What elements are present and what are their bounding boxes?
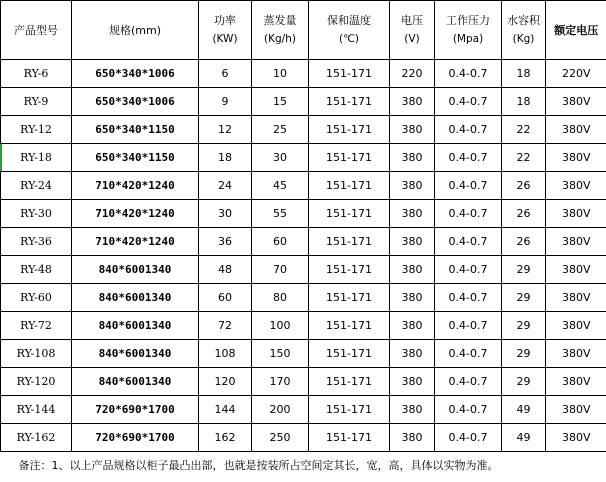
- cell-water-volume: 29: [502, 368, 546, 396]
- cell-rated-voltage: 380V: [546, 396, 606, 424]
- header-voltage: 电压 (V): [390, 1, 435, 60]
- header-water-volume: 水容积 (Kg): [502, 1, 546, 60]
- table-row: [1, 256, 606, 284]
- cell-evaporation: 170: [252, 368, 309, 396]
- cell-rated-voltage: 380V: [546, 172, 606, 200]
- cell-power: 120: [199, 368, 252, 396]
- cell-rated-voltage: 380V: [546, 228, 606, 256]
- header-temperature: 保和温度 (℃): [309, 1, 390, 60]
- cell-model: RY-60: [1, 284, 72, 312]
- row-marker: [0, 144, 2, 171]
- cell-evaporation: 80: [252, 284, 309, 312]
- cell-evaporation: 25: [252, 116, 309, 144]
- cell-temperature: 151-171: [309, 88, 390, 116]
- cell-voltage: 380: [390, 88, 435, 116]
- cell-power: 24: [199, 172, 252, 200]
- cell-pressure: 0.4-0.7: [435, 368, 502, 396]
- cell-size: 720*690*1700: [72, 424, 199, 452]
- table-row: [1, 368, 606, 396]
- cell-model: RY-120: [1, 368, 72, 396]
- cell-pressure: 0.4-0.7: [435, 312, 502, 340]
- cell-model: RY-18: [1, 144, 72, 172]
- cell-temperature: 151-171: [309, 200, 390, 228]
- cell-power: 12: [199, 116, 252, 144]
- cell-evaporation: 10: [252, 60, 309, 88]
- table-row: [1, 396, 606, 424]
- cell-water-volume: 29: [502, 256, 546, 284]
- cell-temperature: 151-171: [309, 284, 390, 312]
- header-pressure: 工作压力 (Mpa): [435, 1, 502, 60]
- cell-size: 650*340*1006: [72, 88, 199, 116]
- cell-temperature: 151-171: [309, 116, 390, 144]
- header-evaporation: 蒸发量 (Kg/h): [252, 1, 309, 60]
- cell-pressure: 0.4-0.7: [435, 172, 502, 200]
- cell-voltage: 380: [390, 340, 435, 368]
- cell-pressure: 0.4-0.7: [435, 396, 502, 424]
- cell-rated-voltage: 380V: [546, 340, 606, 368]
- table-row: [1, 172, 606, 200]
- cell-water-volume: 26: [502, 200, 546, 228]
- cell-voltage: 380: [390, 396, 435, 424]
- table-row: [1, 88, 606, 116]
- cell-power: 108: [199, 340, 252, 368]
- cell-size: 840*6001340: [72, 312, 199, 340]
- cell-temperature: 151-171: [309, 368, 390, 396]
- cell-pressure: 0.4-0.7: [435, 116, 502, 144]
- table-row: [1, 60, 606, 88]
- cell-pressure: 0.4-0.7: [435, 284, 502, 312]
- cell-water-volume: 29: [502, 340, 546, 368]
- cell-evaporation: 150: [252, 340, 309, 368]
- cell-model: RY-30: [1, 200, 72, 228]
- header-power: 功率 (KW): [199, 1, 252, 60]
- cell-power: 60: [199, 284, 252, 312]
- cell-water-volume: 49: [502, 424, 546, 452]
- cell-size: 650*340*1150: [72, 144, 199, 172]
- cell-voltage: 380: [390, 116, 435, 144]
- cell-voltage: 220: [390, 60, 435, 88]
- cell-voltage: 380: [390, 144, 435, 172]
- cell-pressure: 0.4-0.7: [435, 340, 502, 368]
- cell-voltage: 380: [390, 200, 435, 228]
- cell-voltage: 380: [390, 228, 435, 256]
- cell-size: 650*340*1150: [72, 116, 199, 144]
- cell-model: RY-9: [1, 88, 72, 116]
- cell-voltage: 380: [390, 368, 435, 396]
- table-row: [1, 312, 606, 340]
- table-row: [1, 144, 606, 172]
- cell-voltage: 380: [390, 284, 435, 312]
- cell-size: 840*6001340: [72, 284, 199, 312]
- cell-water-volume: 18: [502, 88, 546, 116]
- cell-rated-voltage: 380V: [546, 116, 606, 144]
- footnote: 备注：1、以上产品规格以柜子最凸出部，也就是按装所占空间定其长，宽，高，具体以实物为准。: [18, 458, 499, 472]
- cell-temperature: 151-171: [309, 424, 390, 452]
- cell-model: RY-48: [1, 256, 72, 284]
- cell-evaporation: 100: [252, 312, 309, 340]
- cell-power: 72: [199, 312, 252, 340]
- cell-evaporation: 45: [252, 172, 309, 200]
- cell-size: 720*690*1700: [72, 396, 199, 424]
- cell-rated-voltage: 380V: [546, 312, 606, 340]
- cell-temperature: 151-171: [309, 312, 390, 340]
- header-rated-voltage: 额定电压: [546, 1, 606, 60]
- cell-voltage: 380: [390, 256, 435, 284]
- cell-pressure: 0.4-0.7: [435, 60, 502, 88]
- cell-water-volume: 26: [502, 228, 546, 256]
- cell-pressure: 0.4-0.7: [435, 424, 502, 452]
- cell-size: 710*420*1240: [72, 228, 199, 256]
- cell-temperature: 151-171: [309, 340, 390, 368]
- cell-water-volume: 49: [502, 396, 546, 424]
- cell-water-volume: 22: [502, 116, 546, 144]
- cell-pressure: 0.4-0.7: [435, 228, 502, 256]
- cell-evaporation: 15: [252, 88, 309, 116]
- cell-power: 9: [199, 88, 252, 116]
- cell-model: RY-6: [1, 60, 72, 88]
- header-row: [1, 1, 606, 60]
- cell-water-volume: 22: [502, 144, 546, 172]
- cell-voltage: 380: [390, 424, 435, 452]
- cell-rated-voltage: 380V: [546, 284, 606, 312]
- cell-rated-voltage: 380V: [546, 88, 606, 116]
- cell-power: 6: [199, 60, 252, 88]
- cell-voltage: 380: [390, 172, 435, 200]
- table-row: [1, 200, 606, 228]
- cell-rated-voltage: 380V: [546, 368, 606, 396]
- cell-model: RY-36: [1, 228, 72, 256]
- cell-power: 36: [199, 228, 252, 256]
- cell-model: RY-72: [1, 312, 72, 340]
- cell-water-volume: 29: [502, 284, 546, 312]
- cell-size: 840*6001340: [72, 256, 199, 284]
- cell-pressure: 0.4-0.7: [435, 256, 502, 284]
- cell-temperature: 151-171: [309, 256, 390, 284]
- cell-size: 650*340*1006: [72, 60, 199, 88]
- table-row: [1, 424, 606, 452]
- cell-evaporation: 200: [252, 396, 309, 424]
- cell-voltage: 380: [390, 312, 435, 340]
- cell-pressure: 0.4-0.7: [435, 200, 502, 228]
- cell-power: 144: [199, 396, 252, 424]
- cell-temperature: 151-171: [309, 172, 390, 200]
- cell-power: 48: [199, 256, 252, 284]
- cell-rated-voltage: 220V: [546, 60, 606, 88]
- cell-model: RY-12: [1, 116, 72, 144]
- cell-rated-voltage: 380V: [546, 144, 606, 172]
- table-row: [1, 340, 606, 368]
- cell-evaporation: 70: [252, 256, 309, 284]
- cell-evaporation: 55: [252, 200, 309, 228]
- cell-water-volume: 29: [502, 312, 546, 340]
- cell-temperature: 151-171: [309, 396, 390, 424]
- cell-pressure: 0.4-0.7: [435, 88, 502, 116]
- cell-temperature: 151-171: [309, 228, 390, 256]
- cell-model: RY-144: [1, 396, 72, 424]
- cell-evaporation: 60: [252, 228, 309, 256]
- cell-rated-voltage: 380V: [546, 256, 606, 284]
- cell-power: 18: [199, 144, 252, 172]
- cell-power: 162: [199, 424, 252, 452]
- cell-water-volume: 26: [502, 172, 546, 200]
- header-size: 规格(mm): [72, 1, 199, 60]
- cell-temperature: 151-171: [309, 144, 390, 172]
- cell-evaporation: 30: [252, 144, 309, 172]
- cell-size: 710*420*1240: [72, 172, 199, 200]
- cell-power: 30: [199, 200, 252, 228]
- table-row: [1, 284, 606, 312]
- cell-size: 710*420*1240: [72, 200, 199, 228]
- cell-model: RY-162: [1, 424, 72, 452]
- table-row: [1, 228, 606, 256]
- cell-model: RY-108: [1, 340, 72, 368]
- cell-model: RY-24: [1, 172, 72, 200]
- cell-temperature: 151-171: [309, 60, 390, 88]
- cell-rated-voltage: 380V: [546, 200, 606, 228]
- cell-size: 840*6001340: [72, 368, 199, 396]
- table-row: [1, 116, 606, 144]
- cell-evaporation: 250: [252, 424, 309, 452]
- header-model: 产品型号: [1, 1, 72, 60]
- cell-water-volume: 18: [502, 60, 546, 88]
- cell-size: 840*6001340: [72, 340, 199, 368]
- cell-rated-voltage: 380V: [546, 424, 606, 452]
- cell-pressure: 0.4-0.7: [435, 144, 502, 172]
